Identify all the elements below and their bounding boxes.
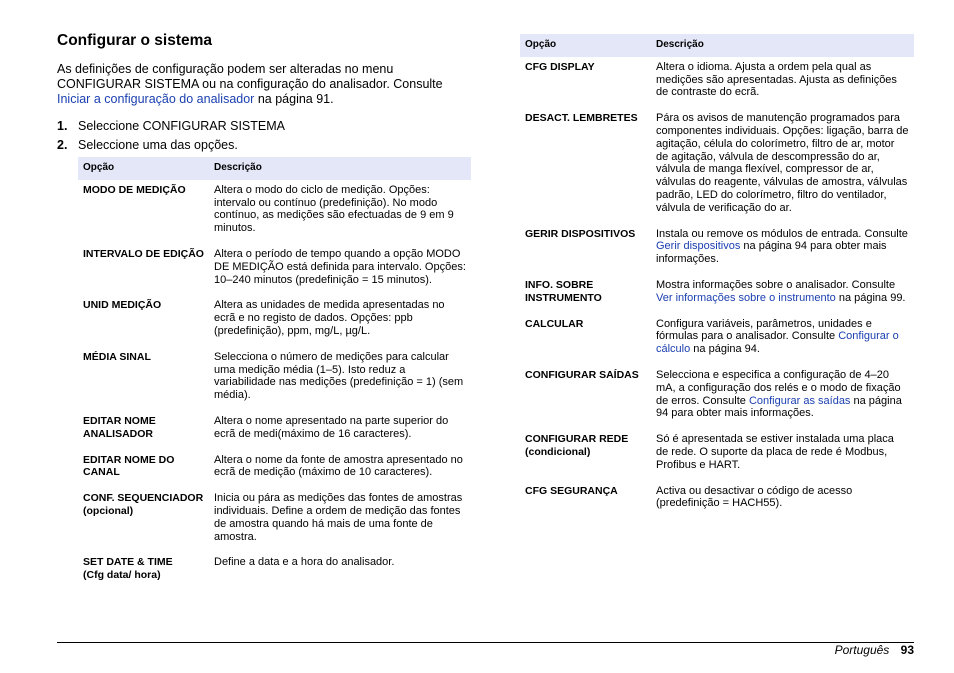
table-row — [520, 57, 914, 108]
option-cell — [520, 365, 651, 429]
description-text-after: na página 94 para obter mais informações. — [656, 394, 902, 420]
option-name: DESACT. LEMBRETES — [525, 112, 638, 125]
description-text-after: na página 94 para obter mais informações. — [656, 240, 887, 266]
option-name: MÉDIA SINAL — [83, 350, 151, 363]
option-name: CALCULAR — [525, 317, 584, 330]
description-text: Mostra informações sobre o analisador. Consulte — [656, 278, 896, 291]
left-column — [57, 30, 471, 591]
right-column — [520, 34, 914, 519]
option-cell — [78, 180, 209, 244]
option-qualifier: (Cfg data/ hora) — [83, 569, 161, 582]
option-cell — [520, 275, 651, 314]
option-name: MODO DE MEDIÇÃO — [83, 183, 186, 196]
description-text-after: na página 99. — [835, 291, 906, 304]
table-row — [520, 365, 914, 429]
intro-text: As definições de configuração podem ser alteradas no menu CONFIGURAR SISTEMA ou na configuração do analisador. Consulte — [57, 62, 443, 91]
description-cell — [651, 429, 914, 480]
table-row — [520, 224, 914, 275]
step-text: Seleccione uma das opções. — [78, 138, 238, 152]
option-name: CFG DISPLAY — [525, 60, 595, 73]
table-row — [78, 488, 471, 552]
description-cell: Inicia ou pára as medições das fontes de amostras individuais. Define a ordem de medição das fontes de amostra quando há mais de uma fonte de amostra. — [214, 492, 463, 543]
description-cell: Altera o modo do ciclo de medição. Opções: intervalo ou contínuo (predefinição). No modo contínuo, as medições são efectuadas de 9 em 9 minutos. — [214, 183, 454, 235]
intro-paragraph — [57, 62, 471, 107]
option-cell — [78, 411, 209, 450]
option-cell — [78, 347, 209, 411]
option-name: CONFIGURAR REDE — [525, 433, 629, 446]
options-table-left — [78, 157, 471, 591]
option-name: GERIR DISPOSITIVOS — [525, 227, 636, 240]
option-name: INFO. SOBRE INSTRUMENTO — [525, 278, 602, 304]
table-row — [520, 481, 914, 520]
table-row — [520, 275, 914, 314]
table-row — [520, 314, 914, 365]
table-row — [78, 180, 471, 244]
step-number: 1. — [57, 119, 68, 133]
intro-text-after: na página 91. — [254, 92, 334, 106]
table-header-row — [520, 34, 914, 57]
page-footer — [835, 643, 914, 657]
footer-language: Português — [834, 643, 890, 657]
option-cell — [78, 295, 209, 346]
cross-reference-link[interactable]: Gerir dispositivos — [656, 240, 741, 253]
header-description: Descrição — [209, 157, 471, 180]
description-cell — [651, 481, 914, 520]
table-row — [78, 552, 471, 591]
header-option: Opção — [78, 157, 209, 180]
option-name: CFG SEGURANÇA — [525, 484, 618, 497]
description-cell: Define a data e a hora do analisador. — [214, 556, 395, 569]
steps-list — [57, 119, 471, 153]
table-row — [78, 411, 471, 450]
description-cell: Selecciona o número de medições para calcular uma medição média (1–5). Isto reduz a variabilidade nas medições (predefinição = 1) (sem média). — [214, 350, 464, 402]
description-cell — [651, 57, 914, 108]
step-number: 2. — [57, 138, 68, 152]
footer-divider — [57, 642, 914, 643]
option-cell — [520, 314, 651, 365]
option-cell — [520, 57, 651, 108]
table-row — [78, 347, 471, 411]
option-qualifier: (condicional) — [525, 445, 591, 458]
header-description: Descrição — [651, 34, 914, 57]
table-row — [78, 244, 471, 295]
description-cell: Altera o nome apresentado na parte superior do ecrã de medi(máximo de 16 caracteres). — [214, 414, 449, 440]
option-qualifier: (opcional) — [83, 504, 134, 517]
option-cell — [78, 450, 209, 489]
description-cell — [651, 224, 914, 275]
cross-reference-link[interactable]: Ver informações sobre o instrumento — [656, 291, 836, 304]
option-cell — [78, 552, 209, 591]
description-text: Só é apresentada se estiver instalada uma placa de rede. O suporte da placa de rede é Modbus, Profibus e HART. — [656, 433, 894, 471]
description-cell: Altera o nome da fonte de amostra apresentado no ecrã de medição (máximo de 10 caracteres). — [214, 453, 463, 479]
description-cell — [651, 275, 914, 314]
description-text: Pára os avisos de manutenção programados para componentes individuais. Opções: ligação, barra de agitação, célula do colorímetro, filtro de ar, motor de agitação, válvula de descompressão do ar, válvula de manga flexível, compressor de ar, válvulas do reagente, válvulas de amostra, válvulas padrão, LED do colorímetro, filtro do ventilador, válvula de verificação do ar. — [656, 112, 909, 214]
option-name: EDITAR NOME ANALISADOR — [83, 414, 156, 440]
option-cell — [520, 108, 651, 223]
options-table-left-wrapper — [78, 157, 471, 591]
description-cell — [651, 314, 914, 365]
option-name: UNID MEDIÇÃO — [83, 299, 162, 312]
page-number: 93 — [900, 643, 914, 657]
option-cell — [78, 244, 209, 295]
options-table-right — [520, 34, 914, 519]
option-name: CONFIGURAR SAÍDAS — [525, 368, 639, 381]
table-row — [520, 429, 914, 480]
cross-reference-link[interactable]: Configurar o cálculo — [656, 330, 899, 356]
description-text: Altera o idioma. Ajusta a ordem pela qual as medições são apresentadas. Ajusta as definições de contraste do ecrã. — [656, 60, 897, 99]
step-text: Seleccione CONFIGURAR SISTEMA — [78, 119, 285, 133]
option-name: SET DATE & TIME — [83, 556, 173, 569]
section-title: Configurar o sistema — [57, 32, 213, 49]
description-cell: Altera o período de tempo quando a opção MODO DE MEDIÇÃO está definida para intervalo. Opções: 10–240 minutos (predefinição = 15 minutos). — [214, 247, 466, 286]
option-name: CONF. SEQUENCIADOR — [83, 492, 204, 505]
option-name: INTERVALO DE EDIÇÃO — [83, 247, 204, 260]
option-cell — [520, 224, 651, 275]
description-text: Activa ou desactivar o código de acesso (predefinição = HACH55). — [656, 484, 853, 510]
step-2 — [57, 138, 471, 153]
header-option: Opção — [520, 34, 651, 57]
table-row — [520, 108, 914, 223]
option-name: EDITAR NOME DO CANAL — [83, 453, 175, 479]
cross-reference-link[interactable]: Configurar as saídas — [748, 394, 851, 407]
description-text: Selecciona e especifica a configuração de 4–20 mA, a configuração dos relés e o modo de fixação de erros. Consulte — [656, 368, 901, 407]
table-row — [78, 450, 471, 489]
option-cell — [520, 429, 651, 480]
description-text: Instala ou remove os módulos de entrada. Consulte — [656, 227, 908, 240]
description-cell — [651, 108, 914, 223]
step-1 — [57, 119, 471, 134]
intro-link[interactable]: Iniciar a configuração do analisador — [57, 92, 255, 106]
option-cell — [520, 481, 651, 520]
option-cell — [78, 488, 209, 552]
table-header-row — [78, 157, 471, 180]
description-text-after: na página 94. — [690, 343, 760, 356]
description-cell — [651, 365, 914, 429]
description-text: Configura variáveis, parâmetros, unidades e fórmulas para o analisador. Consulte — [656, 317, 872, 343]
table-row — [78, 295, 471, 346]
description-cell: Altera as unidades de medida apresentadas no ecrã e no registo de dados. Opções: ppb (predefinição), ppm, mg/L, µg/L. — [214, 299, 445, 337]
